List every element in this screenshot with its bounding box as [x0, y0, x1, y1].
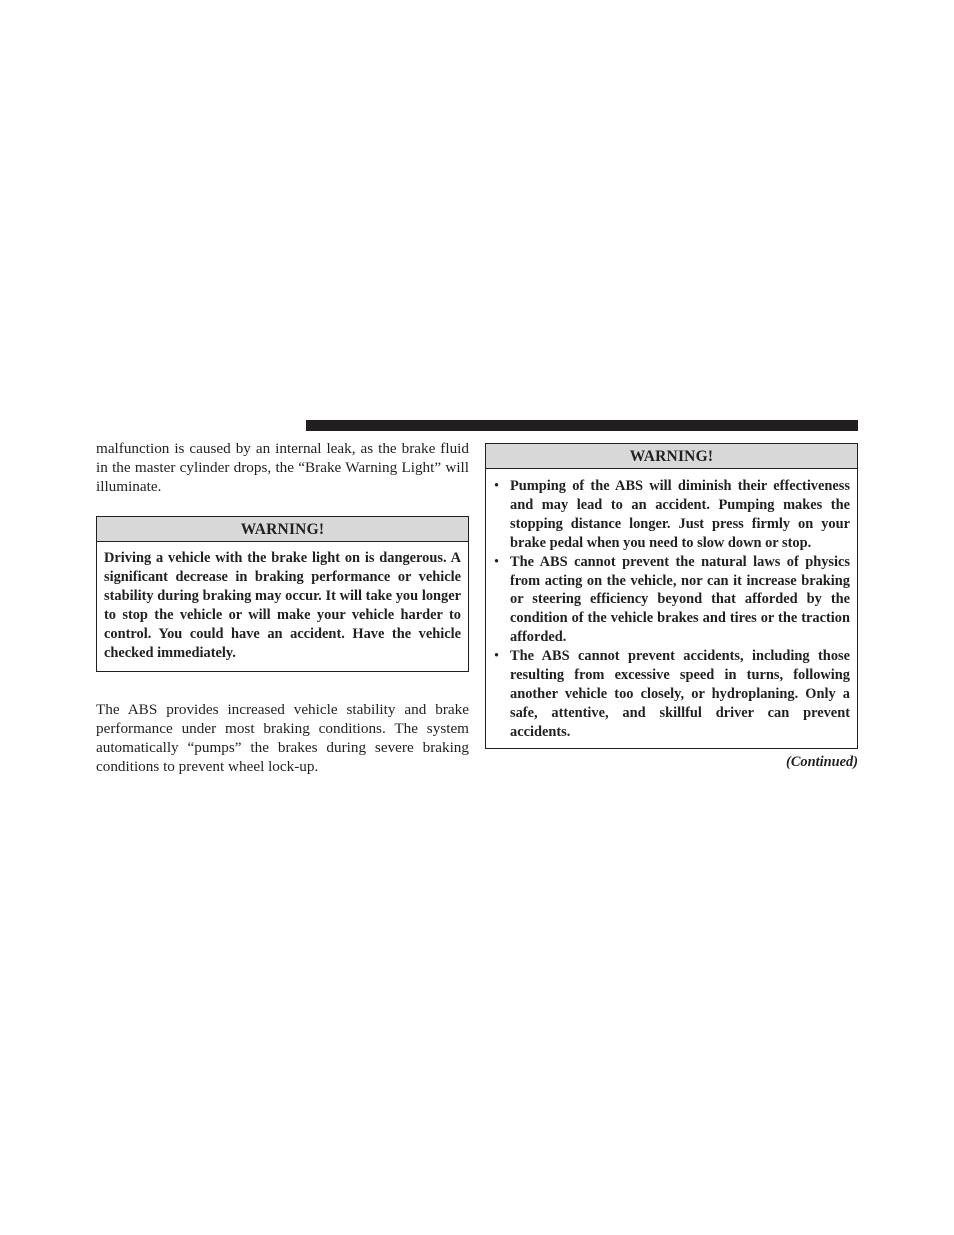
- list-item: [493, 553, 850, 648]
- continued-label: (Continued): [786, 753, 858, 770]
- list-item: [493, 647, 850, 742]
- bullet-icon: •: [494, 553, 500, 570]
- bullet-icon: •: [494, 478, 500, 494]
- intro-paragraph: malfunction is caused by an internal leak, as the brake fluid in the master cylinder drops, the “Brake Warning Light” will illuminate.: [96, 440, 469, 495]
- bullet-list: [493, 477, 850, 742]
- left-column: [96, 439, 469, 776]
- list-item: [493, 477, 850, 553]
- warning-bullets: [486, 469, 857, 748]
- bullet-text: The ABS cannot prevent accidents, including those resulting from excessive speed in turns, following another vehicle too closely, or hydroplaning. Only a safe, attentive, and skillful driver can prevent accidents.: [510, 648, 850, 740]
- brake-light-warning-box: [96, 516, 469, 672]
- warning-heading: WARNING!: [97, 517, 468, 542]
- bullet-text: The ABS cannot prevent the natural laws of physics from acting on the vehicle, nor can it increase braking or steering efficiency beyond that afforded by the condition of the vehicle brakes and tires or the traction afforded.: [510, 553, 850, 646]
- warning-heading: WARNING!: [486, 444, 857, 469]
- right-column: [485, 443, 858, 771]
- abs-warning-box: [485, 443, 858, 749]
- spacer: [96, 672, 469, 700]
- warning-text: Driving a vehicle with the brake light on is dangerous. A significant decrease in braking performance or vehicle stability during braking may occur. It will take you longer to stop the vehicle or will make your vehicle harder to control. You could have an accident. Have the vehicle checked immediately.: [104, 550, 461, 661]
- section-header-bar: [306, 420, 858, 431]
- abs-paragraph: The ABS provides increased vehicle stability and brake performance under most braking conditions. The system automatically “pumps” the brakes during severe braking conditions to prevent wheel lock-up.: [96, 701, 469, 776]
- bullet-icon: •: [494, 648, 500, 665]
- bullet-text: Pumping of the ABS will diminish their effectiveness and may lead to an accident. Pumping makes the stopping distance longer. Just press firmly on your brake pedal when you need to slow down or stop.: [510, 478, 850, 551]
